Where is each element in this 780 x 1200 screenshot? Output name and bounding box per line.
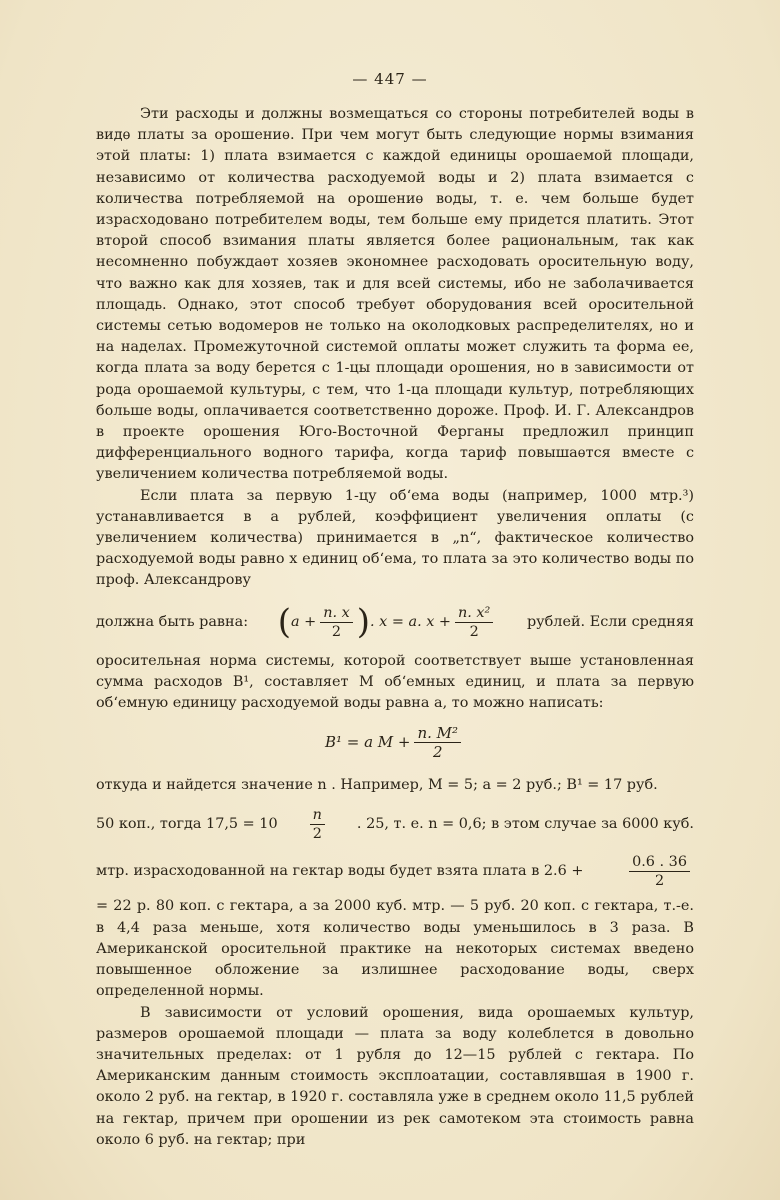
fraction-1-num: n. x <box>320 604 353 623</box>
fraction-n-half <box>310 806 325 843</box>
formula-b1 <box>96 724 694 761</box>
fraction-cost <box>629 853 690 890</box>
fraction-n-num: n <box>310 806 325 825</box>
line-example-1: откуда и найдется значение n . Например, M = 5; a = 2 руб.; B¹ = 17 руб. <box>96 777 658 794</box>
formula-tariff <box>96 604 694 641</box>
fraction-b1-num: n. M² <box>414 724 461 743</box>
formula-expression <box>278 604 498 641</box>
formula-tail: рублей. Если средняя <box>526 613 694 630</box>
fraction-2 <box>455 604 493 641</box>
fraction-n-den: 2 <box>312 826 322 843</box>
fraction-cost-num: 0.6 . 36 <box>629 853 690 872</box>
paragraph-cost-range: В зависимости от условий орошения, вида орошаемых культур, размеров орошаемой площади — плата за воду колеблется в довольно значительных пределах: от 1 рубля до 12—15 рублей с гектара. По Американским данным стоимость эксплоатации, составлявшая в 1900 г. около 2 руб. на гектар, в 1920 г. составляла уже в среднем около 11,5 рублей на гектар, причем при орошении из рек самотеком эта стоимость равна около 6 руб. на гектар; при <box>96 1004 694 1148</box>
line-example-3a: мтр. израсходованной на гектар воды будет взята плата в 2.6 + <box>96 863 584 880</box>
line-example-3 <box>96 853 694 890</box>
fraction-b1 <box>414 724 461 761</box>
line-example-2b: . 25, т. е. n = 0,6; в этом случае за 6000 куб. <box>356 816 694 833</box>
body-text <box>96 104 694 1151</box>
fraction-2-den: 2 <box>469 623 479 640</box>
line-example-2 <box>96 806 694 843</box>
fraction-b1-den: 2 <box>433 743 443 762</box>
fraction-2-num: n. x² <box>455 604 493 623</box>
page-number: — 447 — <box>352 70 428 88</box>
fraction-cost-den: 2 <box>654 873 665 890</box>
formula-a: a + <box>291 613 317 630</box>
paren-open: ( <box>277 602 291 643</box>
paragraph-mean-norm: оросительная норма системы, которой соответствует выше установленная сумма расходов B¹, составляет M об‘емных единиц, и плата за первую об‘емную единицу расходуемой воды равна a, то можно написать: <box>96 652 694 712</box>
paragraph-result: = 22 р. 80 коп. с гектара, а за 2000 куб. мтр. — 5 руб. 20 коп. с гектара, т.-е. в 4,4 раза меньше, хотя количество воды уменьшилось в 3 раза. В Американской оросительной практике на некоторых системах введено повышенное обложение за излишнее расходование воды, сверх определенной нормы. <box>96 898 694 1000</box>
fraction-1 <box>320 604 353 641</box>
fraction-1-den: 2 <box>331 623 342 640</box>
formula-lead: должна быть равна: <box>96 613 249 630</box>
formula-mid: . x = a. x + <box>370 613 451 630</box>
paren-close: ) <box>356 602 371 643</box>
paragraph-tariff-definition: Если плата за первую 1-цу об‘ема воды (например, 1000 мтр.³) устанавливается в a рублей, коэффициент увеличения оплаты (с увеличением количества) принимается в „n“, фактическое количество расходуемой воды равно x единиц об‘ема, то плата за это количество воды по проф. Александрову <box>96 487 694 589</box>
paragraph-water-fees: Эти расходы и должны возмещаться со стороны потребителей воды в видѳ платы за орошениѳ. При чем могут быть следующие нормы взимания этой платы: 1) плата взимается с каждой единицы орошаемой площади, независимо от количества расходуемой воды и 2) плата взимается с количества потребляемой на орошениѳ воды, т. е. чем больше будет израсходовано потребителем воды, тем больше ему придется платить. Этот второй способ взимания платы является более рациональным, так как несомненно побуждаѳт хозяев экономнее расходовать оросительную воду, что важно как для хозяев, так и для всей системы, ибо не заболачивается площадь. Однако, этот способ требуѳт оборудования всей оросительной системы сетью водомеров не только на околодковых распределителях, но и на наделах. Промежуточной системой оплаты может служить та форма ее, когда плата за воду берется с 1-цы площади орошения, но в зависимости от рода орошаемой культуры, с тем, что 1-ца площади культур, потребляющих больше воды, оплачивается соответственно дороже. Проф. И. Г. Александров в проекте орошения Юго-Восточной Ферганы предложил принцип дифференциального водного тарифа, когда тариф повышаѳтся вместе с увеличением количества потребляемой воды. <box>96 106 694 483</box>
formula-b1-lhs: B¹ = a M + <box>324 733 411 752</box>
line-example-2a: 50 коп., тогда 17,5 = 10 <box>96 816 278 833</box>
